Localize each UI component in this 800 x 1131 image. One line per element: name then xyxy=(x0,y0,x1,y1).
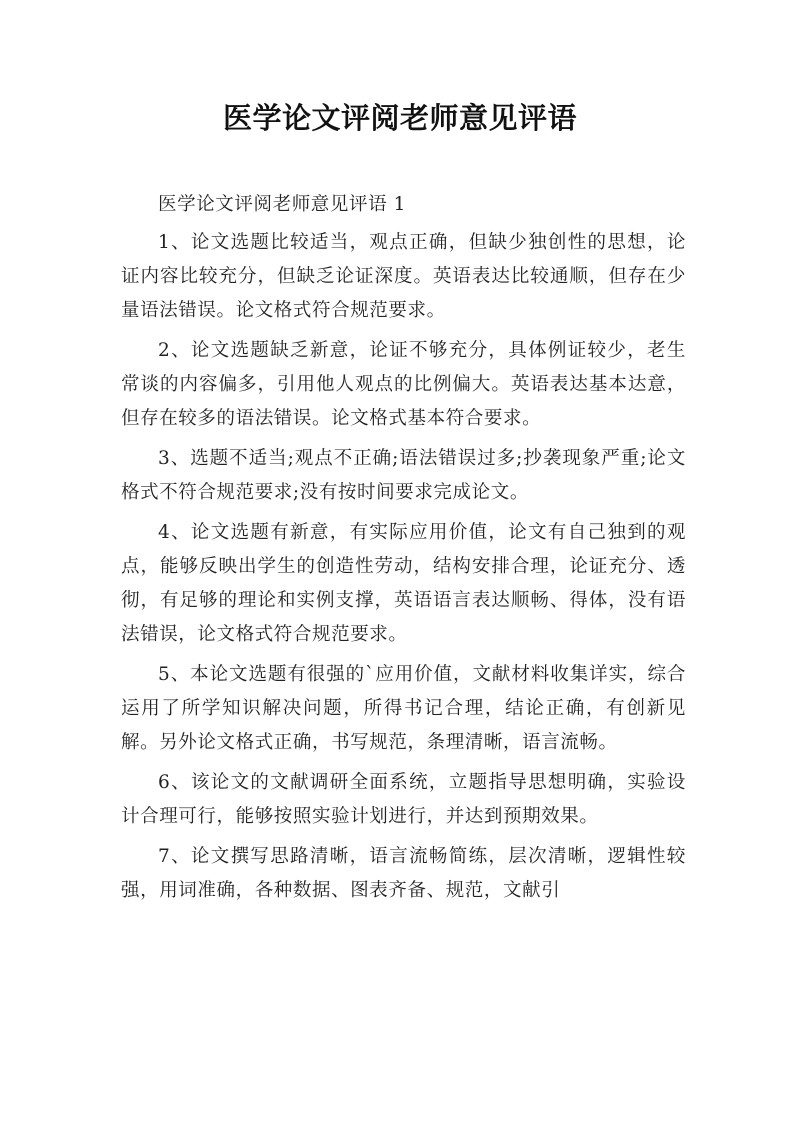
paragraph-5: 5、本论文选题有很强的`应用价值，文献材料收集详实，综合运用了所学知识解决问题，所得书记合理，结论正确，有创新见解。另外论文格式正确，书写规范，条理清晰，语言流畅。 xyxy=(121,664,686,753)
paragraph-2: 2、论文选题缺乏新意，论证不够充分，具体例证较少，老生常谈的内容偏多，引用他人观点的比例偏大。英语表达基本达意，但存在较多的语法错误。论文格式基本符合要求。 xyxy=(121,340,686,429)
document-body xyxy=(121,188,686,914)
paragraph-4: 4、论文选题有新意，有实际应用价值，论文有自己独到的观点，能够反映出学生的创造性劳动，结构安排合理，论证充分、透彻，有足够的理论和实例支撑，英语语言表达顺畅、得体，没有语法错误，论文格式符合规范要求。 xyxy=(121,522,686,645)
section-subtitle: 医学论文评阅老师意见评语 1 xyxy=(158,194,407,215)
paragraph-3: 3、选题不适当;观点不正确;语法错误过多;抄袭现象严重;论文格式不符合规范要求;没有按时间要求完成论文。 xyxy=(121,448,686,503)
paragraph-1: 1、论文选题比较适当，观点正确，但缺少独创性的思想，论证内容比较充分，但缺乏论证深度。英语表达比较通顺，但存在少量语法错误。论文格式符合规范要求。 xyxy=(121,232,686,321)
paragraph-7: 7、论文撰写思路清晰，语言流畅简练，层次清晰，逻辑性较强，用词准确，各种数据、图表齐备、规范，文献引 xyxy=(121,846,686,901)
paragraph-6: 6、该论文的文献调研全面系统，立题指导思想明确，实验设计合理可行，能够按照实验计划进行，并达到预期效果。 xyxy=(121,772,686,827)
page-title: 医学论文评阅老师意见评语 xyxy=(222,101,577,135)
